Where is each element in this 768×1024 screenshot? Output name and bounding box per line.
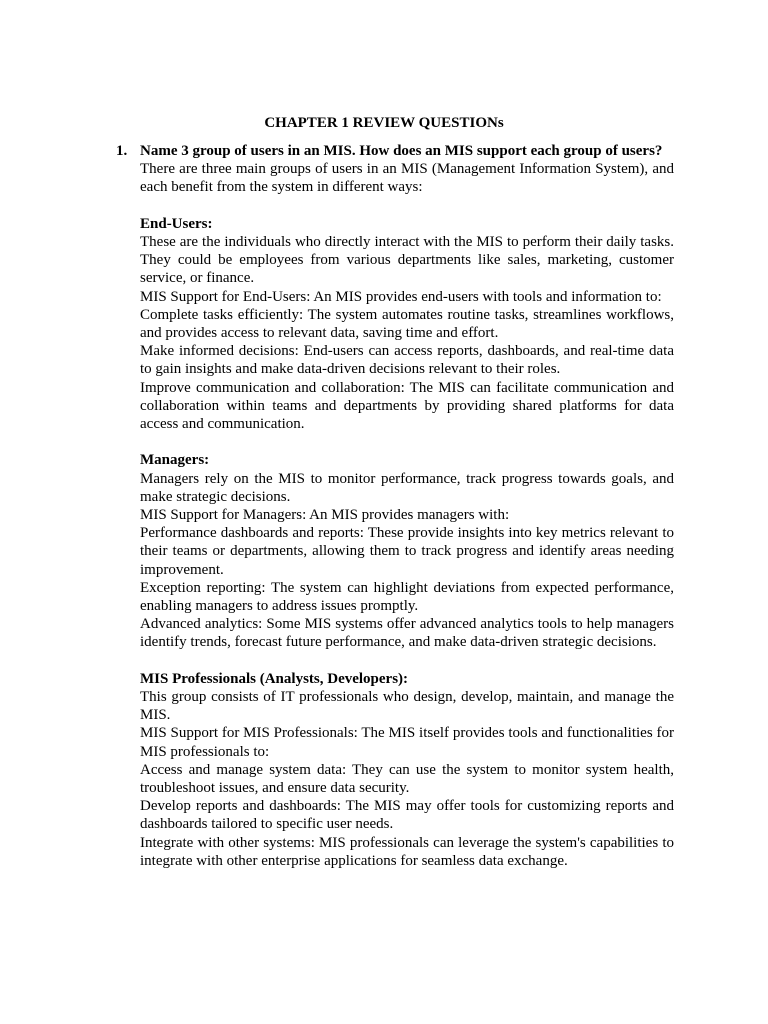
question-number: 1. [116, 143, 128, 159]
section-paragraph: Improve communication and collaboration: The MIS can facilitate communication and collaboration within teams and departments by providing shared platforms for data access and communication. [140, 379, 674, 433]
question-text: Name 3 group of users in an MIS. How does an MIS support each group of users? [140, 143, 663, 159]
section-paragraph: Exception reporting: The system can highlight deviations from expected performance, enabling managers to address issues promptly. [140, 579, 674, 615]
section-mis-professionals [140, 670, 674, 870]
section-paragraph: Managers rely on the MIS to monitor performance, track progress towards goals, and make strategic decisions. [140, 470, 674, 505]
paragraph-gap [140, 652, 674, 670]
section-end-users [140, 215, 674, 433]
section-paragraph: These are the individuals who directly interact with the MIS to perform their daily tasks. They could be employees from various departments like sales, marketing, customer service, or finance. [140, 234, 674, 287]
section-paragraph: Advanced analytics: Some MIS systems offer advanced analytics tools to help managers identify trends, forecast future performance, and make data-driven strategic decisions. [140, 616, 674, 651]
section-paragraph: MIS Support for End-Users: An MIS provides end-users with tools and information to: [140, 288, 662, 305]
paragraph-gap [140, 197, 674, 215]
section-paragraph: Integrate with other systems: MIS professionals can leverage the system's capabilities to integrate with other enterprise applications for seamless data exchange. [140, 834, 674, 869]
question-intro: There are three main groups of users in an MIS (Management Information System), and each benefit from the system in different ways: [140, 161, 674, 196]
document-body [140, 142, 674, 870]
section-heading: End-Users: [140, 215, 213, 232]
section-paragraph: MIS Support for MIS Professionals: The MIS itself provides tools and functionalities for MIS professionals to: [140, 725, 674, 760]
section-heading: Managers: [140, 452, 210, 469]
section-managers [140, 451, 674, 651]
section-paragraph: Make informed decisions: End-users can access reports, dashboards, and real-time data to gain insights and make data-driven decisions relevant to their roles. [140, 343, 674, 378]
section-heading: MIS Professionals (Analysts, Developers): [140, 670, 409, 687]
section-paragraph: Performance dashboards and reports: These provide insights into key metrics relevant to their teams or departments, allowing them to track progress and identify areas needing improvement. [140, 525, 674, 578]
section-paragraph: Access and manage system data: They can use the system to monitor system health, troubleshoot issues, and ensure data security. [140, 761, 674, 797]
section-paragraph: This group consists of IT professionals who design, develop, maintain, and manage the MIS. [140, 689, 674, 724]
paragraph-gap [140, 433, 674, 451]
section-paragraph: MIS Support for Managers: An MIS provides managers with: [140, 507, 510, 524]
page-title: CHAPTER 1 REVIEW QUESTIONs [264, 115, 504, 131]
section-paragraph: Complete tasks efficiently: The system automates routine tasks, streamlines workflows, and provides access to relevant data, saving time and effort. [140, 306, 674, 342]
section-paragraph: Develop reports and dashboards: The MIS may offer tools for customizing reports and dashboards tailored to specific user needs. [140, 798, 674, 833]
